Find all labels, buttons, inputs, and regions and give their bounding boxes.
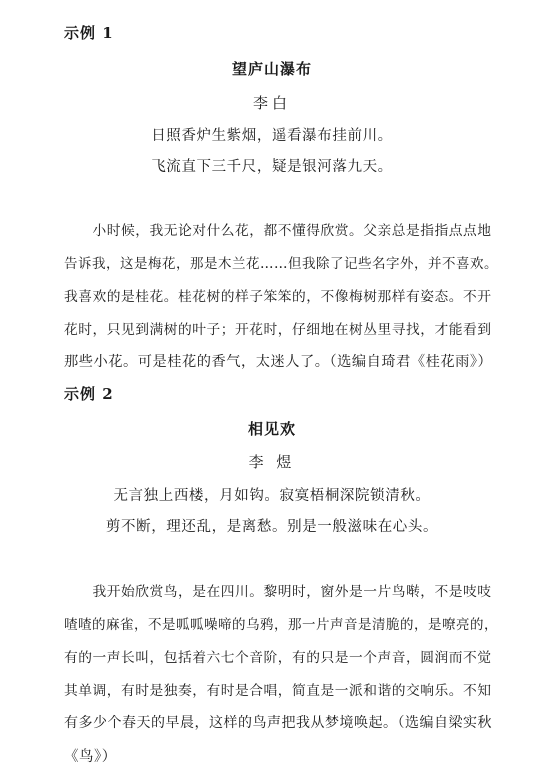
poem-2-author: 李 煜 <box>248 453 296 471</box>
poem-1-title: 望庐山瀑布 <box>231 60 312 78</box>
passage-2-line-5: 有多少个春天的早晨，这样的鸟声把我从梦境唤起。（选编自梁实秋 <box>64 715 492 731</box>
passage-2-line-3: 有的一声长叫，包括着六七个音阶，有的只是一个声音，圆润而不觉 <box>64 650 492 666</box>
passage-2-line-1: 我开始欣赏鸟，是在四川。黎明时，窗外是一片鸟啭，不是吱吱 <box>64 584 492 600</box>
poem-2-line-1: 无言独上西楼，月如钩。寂寞梧桐深院锁清秋。 <box>113 488 431 504</box>
poem-1-line-1: 日照香炉生紫烟，遥看瀑布挂前川。 <box>151 128 393 144</box>
example-2-label: 示例 2 <box>64 385 114 403</box>
poem-1-line-2: 飞流直下三千尺，疑是银河落九天。 <box>151 159 393 175</box>
passage-1-line-4: 花时，只见到满树的叶子；开花时，仔细地在树丛里寻找，才能看到 <box>64 322 492 338</box>
passage-2-line-4: 其单调，有时是独奏，有时是合唱，简直是一派和谐的交响乐。不知 <box>64 683 492 699</box>
poem-2-title: 相见欢 <box>247 420 296 438</box>
passage-2-line-2: 喳喳的麻雀，不是呱呱噪啼的乌鸦，那一片声音是清脆的，是嘹亮的， <box>64 617 498 633</box>
poem-1-author: 李白 <box>252 94 291 112</box>
passage-1-line-1: 小时候，我无论对什么花，都不懂得欣赏。父亲总是指指点点地 <box>64 223 492 239</box>
passage-1-line-5: 那些小花。可是桂花的香气，太迷人了。（选编自琦君《桂花雨》） <box>64 354 493 370</box>
passage-1-line-2: 告诉我，这是梅花，那是木兰花……但我除了记些名字外，并不喜欢。 <box>64 256 498 272</box>
passage-2-line-6: 《鸟》） <box>64 749 117 765</box>
passage-1-line-3: 我喜欢的是桂花。桂花树的样子笨笨的，不像梅树那样有姿态。不开 <box>64 289 492 305</box>
poem-2-line-2: 剪不断，理还乱，是离愁。别是一般滋味在心头。 <box>105 519 439 535</box>
example-1-label: 示例 1 <box>64 24 114 42</box>
